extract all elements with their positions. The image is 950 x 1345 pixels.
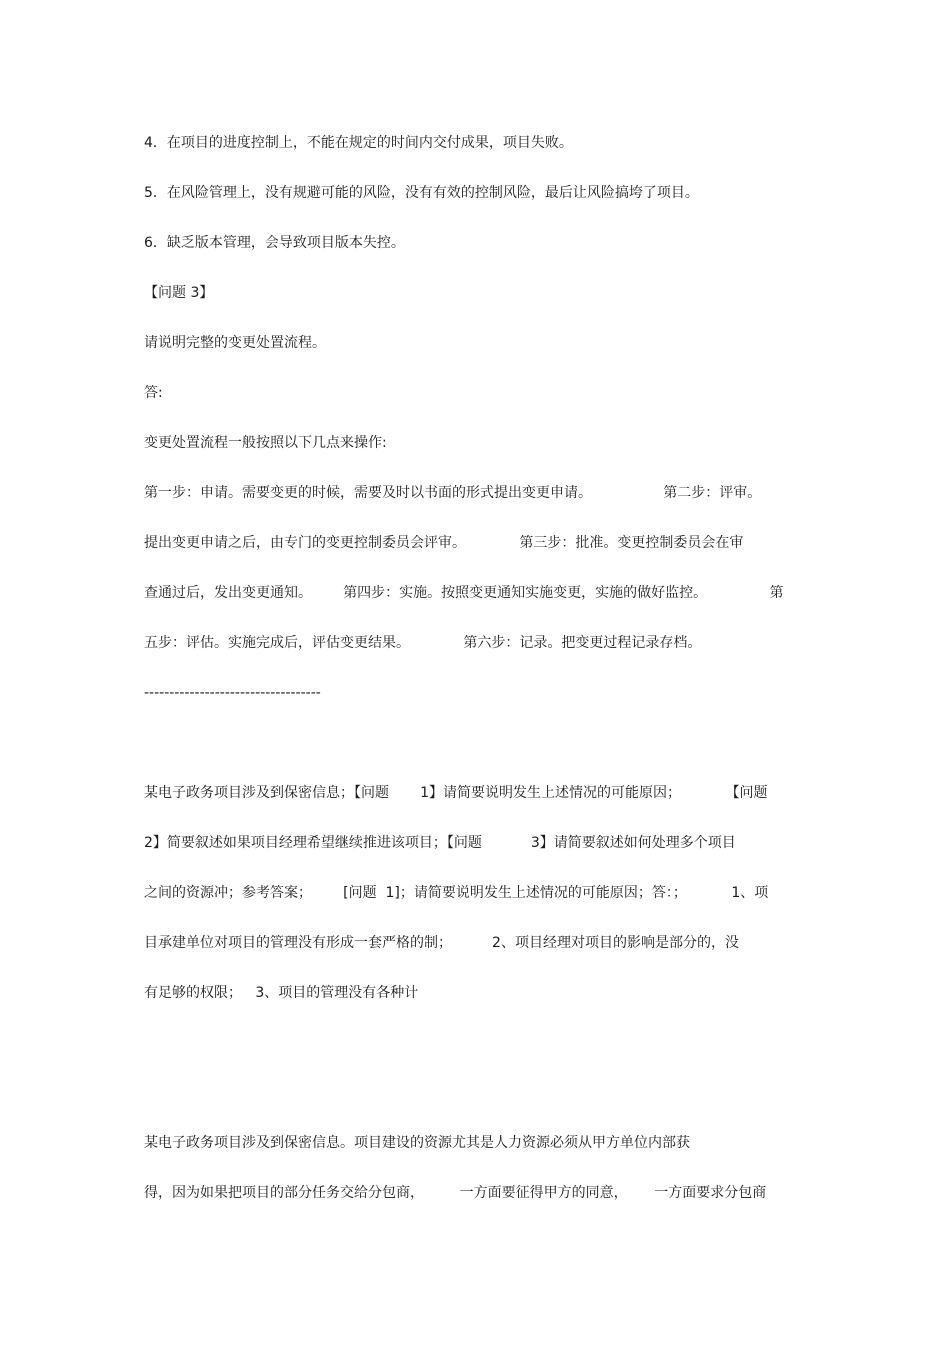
paragraph-line: 某电子政务项目涉及到保密信息。项目建设的资源尤其是人力资源必须从甲方单位内部获 bbox=[144, 1135, 690, 1151]
paragraph-line: 4．在项目的进度控制上，不能在规定的时间内交付成果，项目失败。 bbox=[144, 135, 573, 151]
paragraph-line: 提出变更申请之后，由专门的变更控制委员会评审。 第三步：批准。变更控制委员会在审 bbox=[144, 535, 744, 551]
paragraph-line: 得，因为如果把项目的部分任务交给分包商， 一方面要征得甲方的同意， 一方面要求分包商 bbox=[144, 1185, 767, 1201]
paragraph-line: 有足够的权限； 3、项目的管理没有各种计 bbox=[144, 985, 419, 1001]
paragraph-line: 第一步：申请。需要变更的时候，需要及时以书面的形式提出变更申请。 第二步：评审。 bbox=[144, 485, 762, 501]
paragraph-line: 变更处置流程一般按照以下几点来操作: bbox=[144, 435, 387, 451]
paragraph-line: 请说明完整的变更处置流程。 bbox=[144, 335, 326, 351]
divider-line: ----------------------------------- bbox=[144, 685, 321, 701]
paragraph-line: 之间的资源冲；参考答案； [问题 1]；请简要说明发生上述情况的可能原因；答：； 1、项 bbox=[144, 885, 769, 901]
paragraph-line: 五步：评估。实施完成后，评估变更结果。 第六步：记录。把变更过程记录存档。 bbox=[144, 635, 702, 651]
paragraph-line: 某电子政务项目涉及到保密信息；【问题 1】请简要说明发生上述情况的可能原因； 【问题 bbox=[144, 785, 768, 801]
paragraph-line: 6．缺乏版本管理，会导致项目版本失控。 bbox=[144, 235, 405, 251]
paragraph-line: 目承建单位对项目的管理没有形成一套严格的制； 2、项目经理对项目的影响是部分的，没 bbox=[144, 935, 739, 951]
paragraph-line: 5．在风险管理上，没有规避可能的风险，没有有效的控制风险，最后让风险搞垮了项目。 bbox=[144, 185, 699, 201]
paragraph-line: 查通过后，发出变更通知。 第四步：实施。按照变更通知实施变更，实施的做好监控。 第 bbox=[144, 585, 784, 601]
paragraph-line: 答: bbox=[144, 385, 163, 401]
section-heading: 【问题 3】 bbox=[144, 285, 214, 301]
paragraph-line: 2】简要叙述如果项目经理希望继续推进该项目；【问题 3】请简要叙述如何处理多个项目 bbox=[144, 835, 736, 851]
